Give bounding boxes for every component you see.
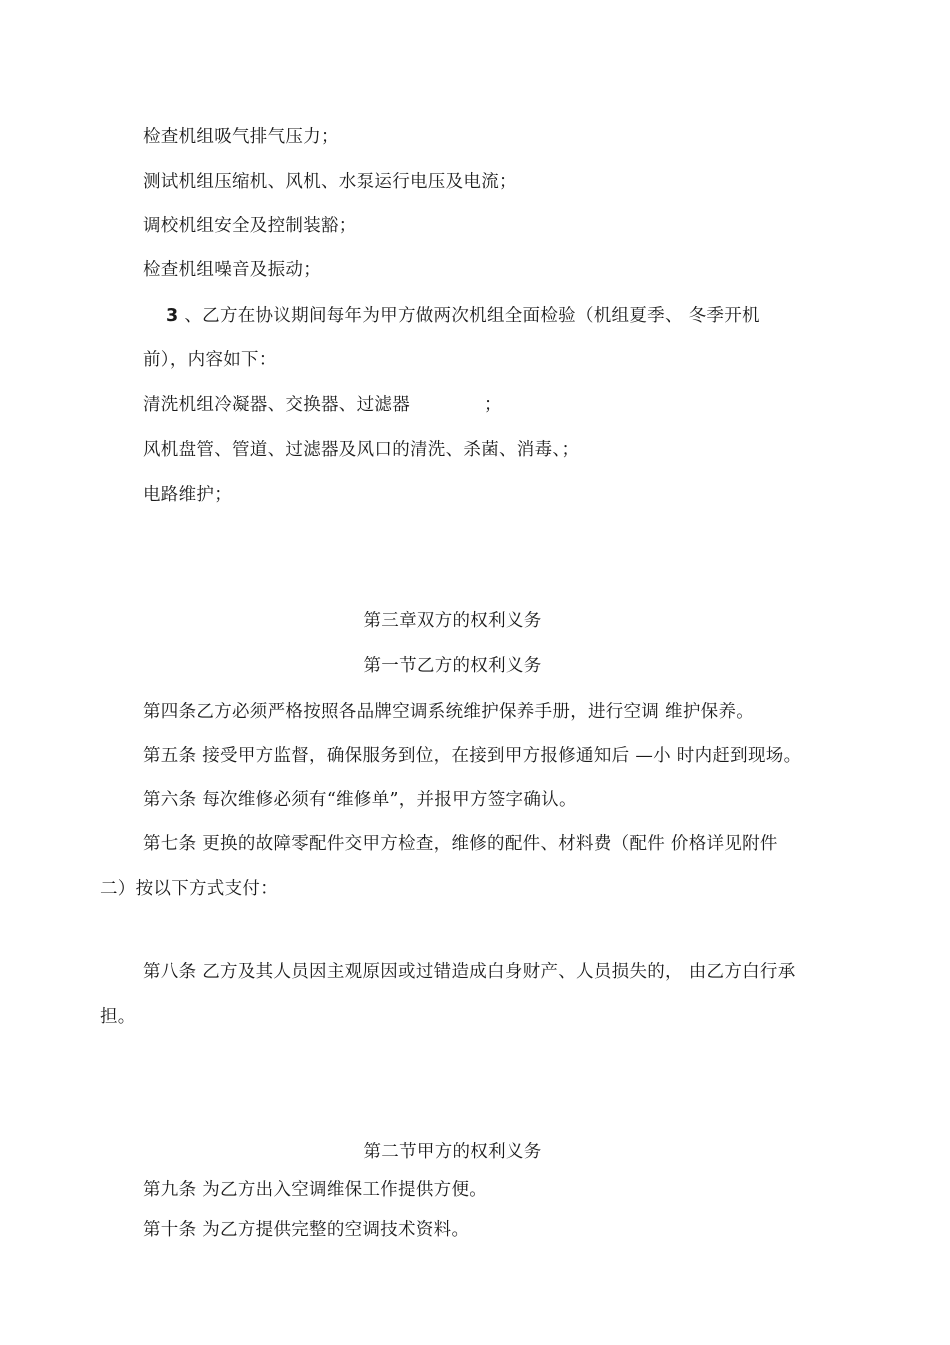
article-7-continued: 二）按以下方式支付： <box>100 879 278 899</box>
list-item-punctuation: ； <box>484 395 502 415</box>
section-title: 第二节甲方的权利义务 <box>363 1142 542 1162</box>
item-3-number: 3 <box>166 306 179 326</box>
article-8: 第八条 乙方及其人员因主观原因或过错造成白身财产、人员损失的， 由乙方白行承 <box>143 962 796 982</box>
list-item: 检查机组吸气排气压力； <box>143 127 339 147</box>
item-3-first-line <box>166 305 760 327</box>
article-10: 第十条 为乙方提供完整的空调技术资料。 <box>143 1220 470 1240</box>
article-8-continued: 担。 <box>100 1007 136 1027</box>
article-6: 第六条 每次维修必须有“维修单”，并报甲方签字确认。 <box>143 790 577 810</box>
item-3-text: 、乙方在协议期间每年为甲方做两次机组全面检验（机组夏季、 冬季开机 <box>184 306 760 326</box>
article-5: 第五条 接受甲方监督，确保服务到位，在接到甲方报修通知后 —小 时内赶到现场。 <box>143 746 802 766</box>
section-title: 第一节乙方的权利义务 <box>363 656 542 676</box>
list-item: 清洗机组冷凝器、交换器、过滤器 <box>143 395 410 415</box>
list-item: 电路维护； <box>143 485 232 505</box>
chapter-title: 第三章双方的权利义务 <box>363 611 542 631</box>
article-4: 第四条乙方必须严格按照各品牌空调系统维护保养手册，进行空调 维护保养。 <box>143 702 755 722</box>
article-9: 第九条 为乙方出入空调维保工作提供方便。 <box>143 1180 488 1200</box>
list-item: 风机盘管、管道、过滤器及风口的清洗、杀菌、消毒、； <box>143 440 580 460</box>
list-item: 测试机组压缩机、风机、水泵运行电压及电流； <box>143 172 517 192</box>
article-7: 第七条 更换的故障零配件交甲方检查，维修的配件、材料费（配件 价格详见附件 <box>143 834 778 854</box>
item-3-second-line: 前），内容如下： <box>143 350 277 370</box>
list-item: 调校机组安全及控制装豁； <box>143 216 357 236</box>
list-item: 检查机组噪音及振动； <box>143 260 321 280</box>
